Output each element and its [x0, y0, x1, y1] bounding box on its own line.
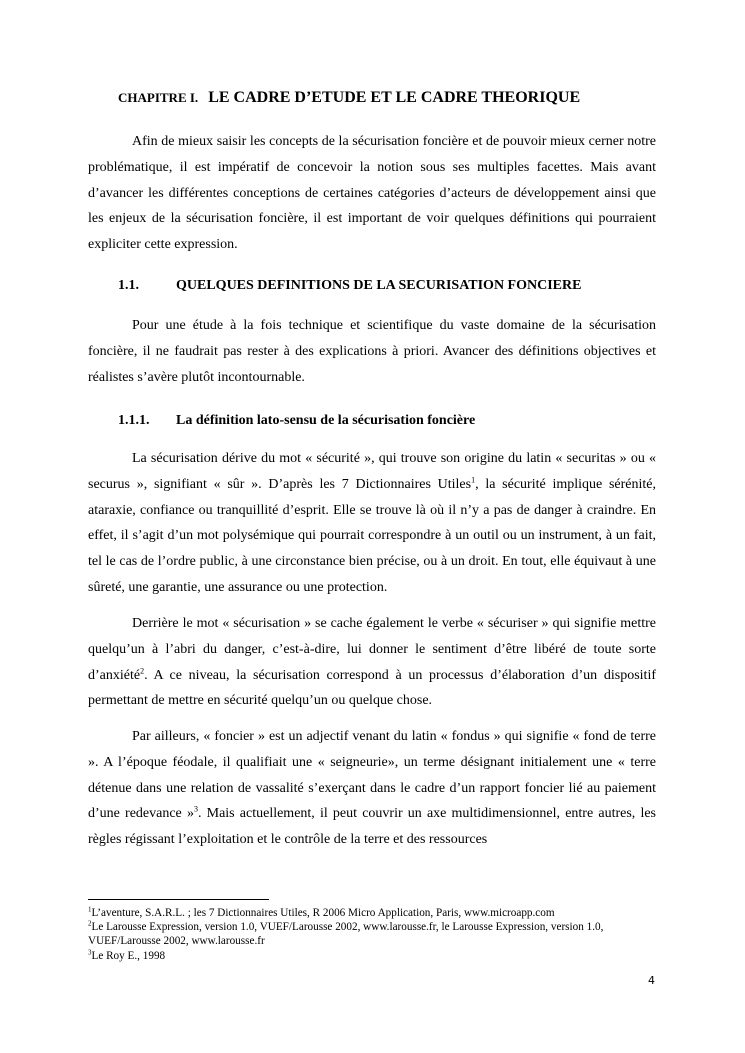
chapter-title: LE CADRE D’ETUDE ET LE CADRE THEORIQUE [208, 89, 581, 106]
section-heading-1-1 [118, 276, 581, 296]
securite-paragraph: La sécurisation dérive du mot « sécurité », qui trouve son origine du latin « securitas » ou « securus », signifiant « sûr ». D’après les 7 Dictionnaires Utiles$^1$, la sécurité implique sérénité, ataraxie, confiance ou tranquillité d’esprit. Elle se trouve là où il n’y a pas de danger à craindre. En effet, il s’agit d’un mot polysémique qui pourrait correspondre à un outil ou un instrument, à un fait, tel le cas de l’ordre public, à une circonstance bien précise, ou à un droit. En tout, elle équivaut à une sûreté, une garantie, une assurance ou une protection. [88, 451, 656, 595]
subsection-number: 1.1.1. [118, 413, 150, 428]
securiser-paragraph: Derrière le mot « sécurisation » se cache également le verbe « sécuriser » qui signifie mettre quelqu’un à l’abri du danger, c’est-à-dire, lui donner le sentiment d’être libéré de toute sorte d’anxiété$^2$. A ce niveau, la sécurisation correspond à un processus d’élaboration d’un dispositif permettant de mettre en sécurité quelqu’un ou quelque chose. [88, 616, 656, 709]
footnote-3: $^3$Le Roy E., 1998 [88, 947, 166, 962]
footnote-2: $^2$Le Larousse Expression, version 1.0, VUEF/Larousse 2002, www.larousse.fr, le Larousse Expression, version 1.0, VUEF/Larousse 2002, www.larousse.fr [88, 919, 604, 948]
section-title: QUELQUES DEFINITIONS DE LA SECURISATION FONCIERE [176, 278, 582, 293]
footnote-separator [88, 899, 269, 900]
footnote-ref-3[interactable]: 3 [193, 804, 198, 814]
section-number: 1.1. [118, 278, 139, 293]
definitions-paragraph [88, 313, 656, 390]
footnote-ref-2[interactable]: 2 [140, 665, 145, 675]
intro-paragraph [88, 129, 656, 258]
chapter-number: CHAPITRE I. [118, 90, 199, 105]
section-heading-1-1-1 [118, 411, 475, 431]
footnotes [88, 906, 658, 963]
definitions-text: Pour une étude à la fois technique et scientifique du vaste domaine de la sécurisation foncière, il ne faudrait pas rester à des explications à priori. Avancer des définitions objectives et réalistes s’avère plutôt incontournable. [88, 318, 656, 385]
intro-text: Afin de mieux saisir les concepts de la sécurisation foncière et de pouvoir mieux cerner notre problématique, il est impératif de concevoir la notion sous ses multiples facettes. Mais avant d’avancer les différentes conceptions de certaines catégories d’acteurs de développement ainsi que les enjeux de la sécurisation foncière, il est important de voir quelques définitions qui pourraient expliciter cette expression. [88, 134, 656, 253]
foncier-paragraph: Par ailleurs, « foncier » est un adjectif venant du latin « fondus » qui signifie « fond de terre ». A l’époque féodale, il qualifiait une « seigneurie», un terme désignant initialement une « terre détenue dans une relation de vassalité s’exerçant dans le cadre d’un rapport foncier lié au paiement d’une redevance »$^3$. Mais actuellement, il peut couvrir un axe multidimensionnel, entre autres, les règles régissant l’exploitation et le contrôle de la terre et des ressources [88, 729, 656, 848]
footnote-1: $^1$L’aventure, S.A.R.L. ; les 7 Dictionnaires Utiles, R 2006 Micro Application, Paris, www.microapp.com [88, 905, 555, 919]
chapter-heading [118, 86, 678, 110]
footnote-ref-1[interactable]: 1 [471, 475, 476, 485]
subsection-title: La définition lato-sensu de la sécurisation foncière [176, 413, 476, 428]
page-number: 4 [648, 974, 655, 987]
